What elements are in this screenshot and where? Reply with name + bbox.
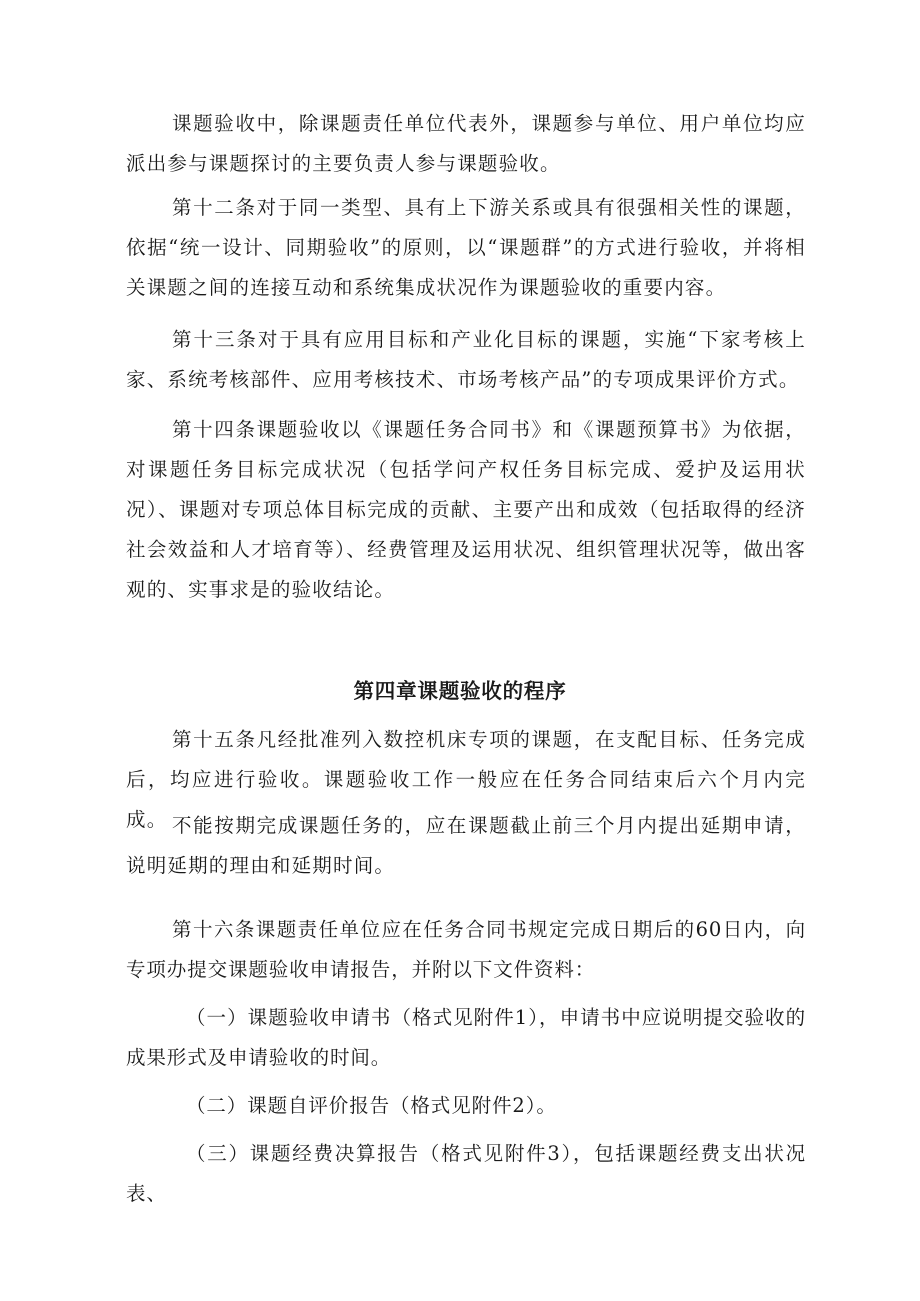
- paragraph-extension-request: 不能按期完成课题任务的，应在课题截止前三个月内提出延期申请，说明延期的理由和延期时间。: [126, 814, 806, 877]
- list-item-application-form: （一）课题验收申请书（格式见附件1），申请书中应说明提交验收的成果形式及申请验收的时间。: [126, 1006, 806, 1069]
- paragraph-acceptance-participants: 课题验收中，除课题责任单位代表外，课题参与单位、用户单位均应派出参与课题探讨的主要负责人参与课题验收。: [126, 112, 806, 175]
- paragraph-article-12: 第十二条对于同一类型、具有上下游关系或具有很强相关性的课题，依据“统一设计、同期验收”的原则，以“课题群”的方式进行验收，并将相关课题之间的连接互动和系统集成状况作为课题验收的重要内容。: [126, 196, 806, 299]
- chapter-heading: 第四章课题验收的程序: [353, 679, 567, 703]
- paragraph-article-14: 第十四条课题验收以《课题任务合同书》和《课题预算书》为依据，对课题任务目标完成状况（包括学问产权任务目标完成、爱护及运用状况）、课题对专项总体目标完成的贡献、主要产出和成效（包括取得的经济社会效益和人才培育等）、经费管理及运用状况、组织管理状况等，做出客观的、实事求是的验收结论。: [126, 418, 806, 601]
- paragraph-article-15: 第十五条凡经批准列入数控机床专项的课题，在支配目标、任务完成后，均应进行验收。课题验收工作一般应在任务合同结束后六个月内完成。: [126, 728, 806, 831]
- list-item-self-evaluation: （二）课题自评价报告（格式见附件2）。: [186, 1094, 557, 1117]
- paragraph-article-16: 第十六条课题责任单位应在任务合同书规定完成日期后的60日内，向专项办提交课题验收申请报告，并附以下文件资料：: [126, 918, 806, 981]
- list-item-financial-report: （三）课题经费决算报告（格式见附件3），包括课题经费支出状况表、: [126, 1142, 806, 1205]
- paragraph-article-13: 第十三条对于具有应用目标和产业化目标的课题，实施“下家考核上家、系统考核部件、应用考核技术、市场考核产品”的专项成果评价方式。: [126, 328, 806, 391]
